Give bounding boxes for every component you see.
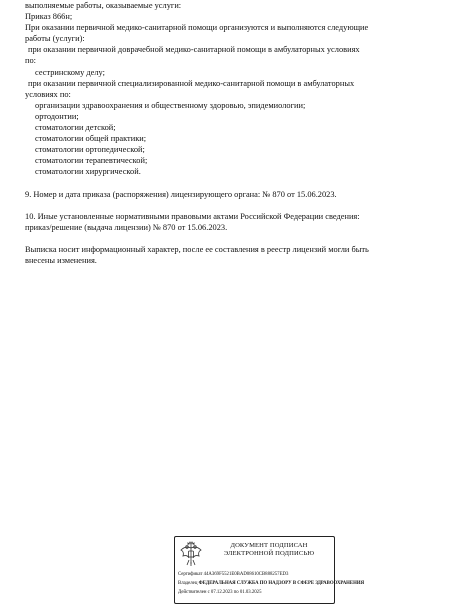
service-item: стоматологии общей практики; bbox=[35, 134, 147, 144]
text-line: по: bbox=[25, 56, 36, 66]
service-item: организации здравоохранения и общественному здоровью, эпидемиологии; bbox=[35, 100, 306, 110]
stamp-title bbox=[205, 542, 333, 559]
stamp-title-line-2: ЭЛЕКТРОННОЙ ПОДПИСЬЮ bbox=[223, 550, 315, 558]
item-10-line-1: 10. Иные установленные нормативными правовыми актами Российской Федерации сведения: bbox=[25, 211, 360, 221]
text-line: условиях по: bbox=[25, 89, 71, 99]
spacer bbox=[25, 178, 455, 189]
order-reference: Приказ 866н; bbox=[25, 12, 73, 22]
item-9: 9. Номер и дата приказа (распоряжения) лицензирующего органа: № 870 от 15.06.2023. bbox=[25, 189, 337, 199]
text-line: работы (услуги): bbox=[25, 34, 85, 44]
document-body bbox=[25, 0, 455, 266]
stamp-details bbox=[178, 570, 378, 597]
owner-name: ФЕДЕРАЛЬНАЯ СЛУЖБА ПО НАДЗОРУ В СФЕРЕ ЗДРАВООХРАНЕНИЯ bbox=[198, 581, 365, 586]
item-10-line-2: приказ/решение (выдача лицензии) № 870 от 15.06.2023. bbox=[25, 222, 228, 232]
certificate-owner bbox=[178, 579, 378, 588]
note-line-1: Выписка носит информационный характер, после ее составления в реестр лицензий могли быть bbox=[25, 244, 369, 254]
service-item: ортодонтии; bbox=[35, 111, 79, 121]
text-line: при оказании первичной специализированной медико-санитарной помощи в амбулаторных bbox=[28, 78, 355, 88]
service-item: стоматологии детской; bbox=[35, 123, 116, 133]
certificate-number: Сертификат 44A369F5521E0BAD08610CB888257ED3 bbox=[178, 572, 289, 577]
stamp-title-line-1: ДОКУМЕНТ ПОДПИСАН bbox=[230, 542, 308, 549]
text-line: при оказании первичной доврачебной медико-санитарной помощи в амбулаторных условиях bbox=[28, 45, 360, 55]
spacer bbox=[25, 233, 455, 244]
service-item: сестринскому делу; bbox=[35, 67, 105, 77]
text-line: выполняемые работы, оказываемые услуги: bbox=[25, 1, 182, 10]
spacer bbox=[25, 200, 455, 211]
service-item: стоматологии ортопедической; bbox=[35, 145, 145, 155]
e-signature-stamp bbox=[174, 536, 365, 604]
service-item: стоматологии хирургической. bbox=[35, 167, 141, 177]
text-line: При оказании первичной медико-санитарной помощи организуются и выполняются следующие bbox=[25, 23, 369, 33]
owner-label: Владелец bbox=[178, 581, 198, 586]
note-line-2: внесены изменения. bbox=[25, 255, 97, 265]
russian-coat-of-arms-icon bbox=[179, 540, 203, 568]
service-item: стоматологии терапевтической; bbox=[35, 156, 148, 166]
certificate-validity: Действителен с 07.12.2023 по 01.03.2025 bbox=[178, 590, 262, 595]
